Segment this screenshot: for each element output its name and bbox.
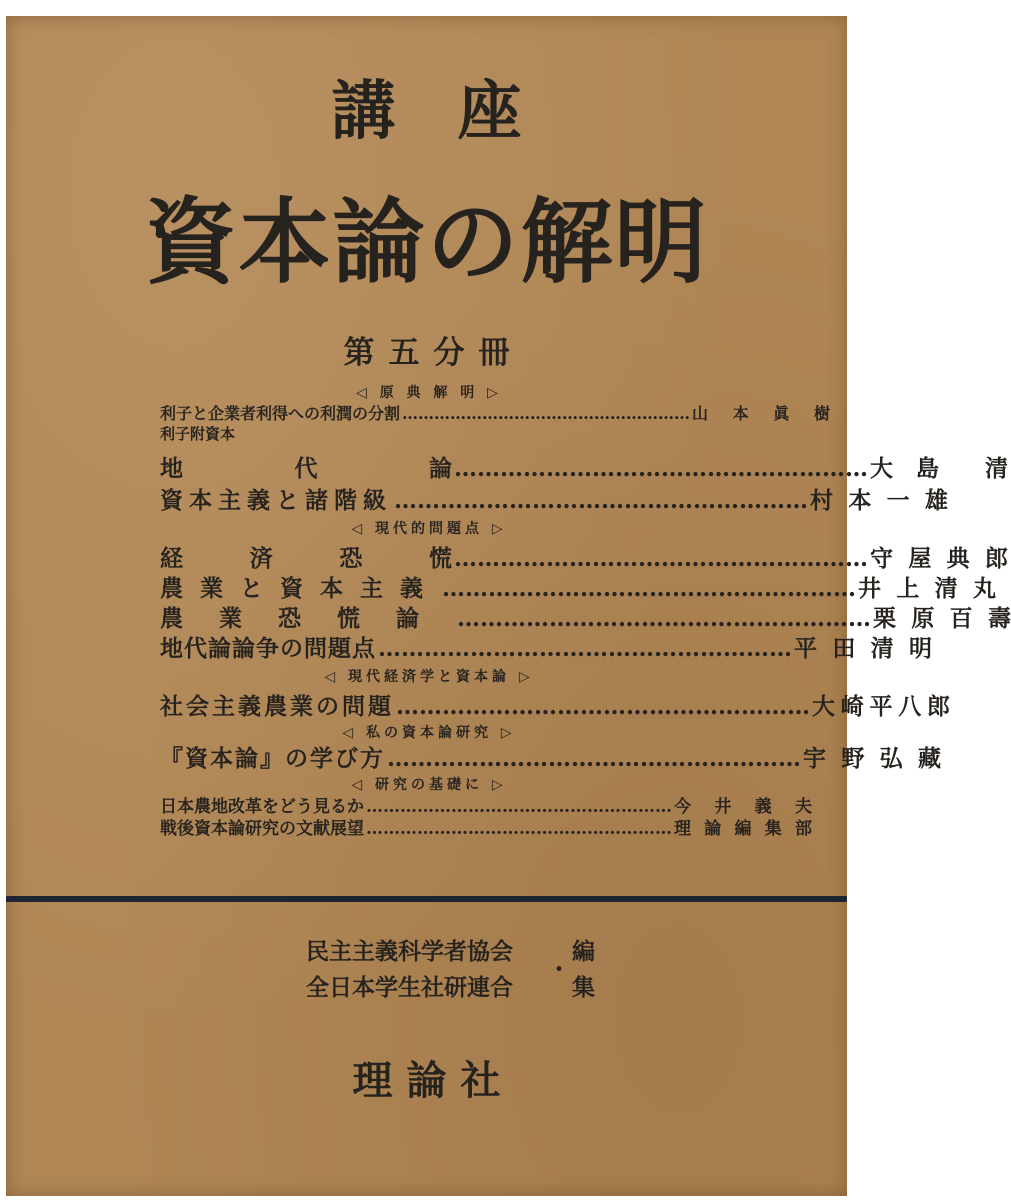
author-char: 理 xyxy=(674,819,691,839)
table-of-contents xyxy=(160,382,1011,840)
title-char: 恐 xyxy=(339,545,363,572)
author-char: 八 xyxy=(898,693,922,720)
author-char: 雄 xyxy=(924,487,948,514)
editor-role: 編 xyxy=(572,938,595,965)
author-char: 田 xyxy=(832,635,856,662)
author-char: 弘 xyxy=(879,745,903,772)
entry-title: 利子と企業者利得への利潤の分割 xyxy=(160,404,401,423)
author-char: 原 xyxy=(911,605,935,632)
author-char: 集 xyxy=(764,819,782,839)
author-char: 今 xyxy=(674,797,691,817)
author-char: 井 xyxy=(858,575,881,602)
entry-title xyxy=(160,544,452,574)
leader-dots: ……………………………………………… xyxy=(396,693,810,720)
divider-band xyxy=(6,896,847,902)
entry-author xyxy=(674,796,812,818)
leader-dots: ……………………………………………… xyxy=(442,575,856,602)
leader-dots: ……………………………………………… xyxy=(457,605,871,632)
author-char: 部 xyxy=(795,819,812,839)
editor-separator: ・ xyxy=(547,957,570,983)
leader-dots: ……………………………………………… xyxy=(454,545,868,572)
publisher-name: 理論社 xyxy=(352,1057,515,1104)
title-char: 慌 xyxy=(428,545,452,572)
title-char: 済 xyxy=(249,545,273,572)
editors-block xyxy=(306,934,595,1006)
author-char: 編 xyxy=(734,819,752,839)
entry-title: 『資本論』の学び方 xyxy=(160,745,385,772)
leader-dots: ……………………………………………… xyxy=(366,819,672,839)
editor-org: 全日本学生社研連合 xyxy=(306,974,513,1001)
toc-entry xyxy=(160,454,1008,484)
author-char: 清 xyxy=(870,635,894,662)
author-char: 清 xyxy=(934,575,958,602)
series-title: 講座 xyxy=(331,74,584,149)
entry-author xyxy=(858,574,996,604)
section-heading: ◁ 研究の基礎に ▷ xyxy=(351,777,507,793)
book-cover xyxy=(6,16,1011,1196)
entry-title: 農業恐慌論 xyxy=(160,605,455,632)
section-heading: ◁ 現代経済学と資本論 ▷ xyxy=(324,669,534,685)
author-char: 一 xyxy=(886,487,910,514)
entry-author xyxy=(692,404,830,424)
leader-dots: ……………………………………………… xyxy=(454,455,868,482)
editor-role: 集 xyxy=(572,974,595,1001)
title-char: 地 xyxy=(160,455,183,482)
author-char: 郎 xyxy=(927,693,950,720)
author-char: 屋 xyxy=(908,545,932,572)
entry-author xyxy=(870,544,1008,574)
author-char: 村 xyxy=(810,487,833,514)
leader-dots: ……………………………………………… xyxy=(387,745,801,772)
author-char: 丸 xyxy=(972,575,996,602)
author-char: 島 xyxy=(916,455,939,482)
section-heading: ◁ 現代的問題点 ▷ xyxy=(351,521,507,537)
author-char: 本 xyxy=(848,487,872,514)
entry-author xyxy=(873,604,1011,634)
toc-entry xyxy=(160,796,812,818)
entry-author xyxy=(870,454,1008,484)
entry-title: 日本農地改革をどう見るか xyxy=(160,797,364,817)
author-char: 夫 xyxy=(794,797,812,817)
editor-org: 民主主義科学者協会 xyxy=(306,938,513,965)
author-char: 大 xyxy=(870,455,893,482)
book-title: 資本論の解明 xyxy=(144,188,709,296)
entry-title: 資本主義と諸階級 xyxy=(160,487,392,514)
title-char: 論 xyxy=(429,455,452,482)
author-char: 大 xyxy=(812,693,835,720)
author-char: 明 xyxy=(908,635,932,662)
author-char: 平 xyxy=(869,693,893,720)
author-char: 論 xyxy=(704,819,722,839)
leader-dots: ……………………………………………… xyxy=(402,404,691,423)
author-char: 崎 xyxy=(840,693,864,720)
author-char: 藏 xyxy=(917,745,941,772)
toc-entry xyxy=(160,604,1011,634)
author-char: 本 xyxy=(732,404,749,423)
toc-entry xyxy=(160,486,948,516)
entry-author xyxy=(812,692,950,722)
section-heading: ◁ 私の資本論研究 ▷ xyxy=(342,725,516,741)
author-char: 郎 xyxy=(984,545,1008,572)
entry-title: 社会主義農業の問題 xyxy=(160,693,394,720)
section-heading: ◁ 原 典 解 明 ▷ xyxy=(356,385,502,401)
toc-entry xyxy=(160,818,812,840)
toc-entry xyxy=(160,692,950,722)
entry-author xyxy=(803,744,941,774)
title-char: 代 xyxy=(294,455,318,482)
entry-title: 戦後資本論研究の文献展望 xyxy=(160,819,364,839)
author-char: 平 xyxy=(794,635,817,662)
title-char: 経 xyxy=(160,545,183,572)
author-char: 栗 xyxy=(873,605,896,632)
author-char: 樹 xyxy=(813,404,830,423)
volume-label: 第五分冊 xyxy=(343,335,524,371)
leader-dots: ……………………………………………… xyxy=(394,487,808,514)
author-char: 宇 xyxy=(803,745,826,772)
entry-title: 地代論論争の問題点 xyxy=(160,635,376,662)
author-char: 山 xyxy=(692,404,709,423)
toc-entry xyxy=(160,744,941,774)
editor-row xyxy=(306,957,595,1006)
author-char: 義 xyxy=(754,797,772,817)
author-char: 井 xyxy=(714,797,732,817)
author-char: 眞 xyxy=(773,404,790,423)
toc-entry xyxy=(160,404,830,424)
toc-entry xyxy=(160,544,1008,574)
leader-dots: ……………………………………………… xyxy=(378,635,792,662)
toc-entry xyxy=(160,634,932,664)
entry-author xyxy=(674,818,812,840)
author-char: 典 xyxy=(946,545,970,572)
author-char: 清 xyxy=(985,455,1008,482)
toc-entry xyxy=(160,574,996,604)
author-char: 守 xyxy=(870,545,893,572)
leader-dots: ……………………………………………… xyxy=(366,797,672,817)
author-char: 壽 xyxy=(987,605,1011,632)
entry-title: 農業と資本主義 xyxy=(160,575,440,602)
author-char: 百 xyxy=(949,605,973,632)
author-char: 上 xyxy=(896,575,920,602)
entry-subtitle: 利子附資本 xyxy=(160,425,236,443)
author-char: 野 xyxy=(841,745,865,772)
entry-author xyxy=(810,486,948,516)
entry-title xyxy=(160,454,452,484)
entry-author xyxy=(794,634,932,664)
